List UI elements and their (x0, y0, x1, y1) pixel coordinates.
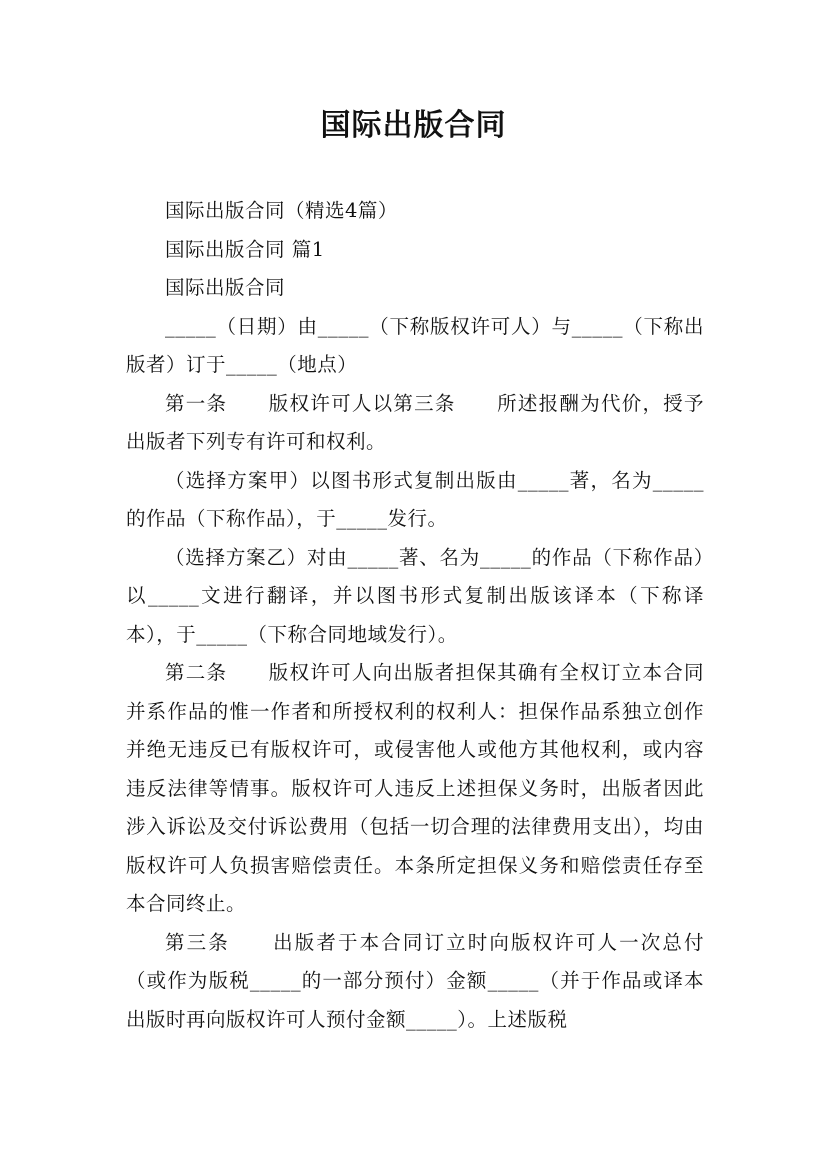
paragraph-article-2: 第二条 版权许可人向出版者担保其确有全权订立本合同并系作品的惟一作者和所授权利的权利人：担保作品系独立创作并绝无违反已有版权许可，或侵害他人或他方其他权利，或内容违反法律等情事。版权许可人违反上述担保义务时，出版者因此涉入诉讼及交付诉讼费用（包括一切合理的法律费用支出），均由版权许可人负损害赔偿责任。本条所定担保义务和赔偿责任存至本合同终止。 (126, 661, 704, 915)
paragraph-section-heading: 国际出版合同 篇1 (165, 237, 325, 261)
paragraph-option-b: （选择方案乙）对由_____著、名为_____的作品（下称作品）以_____文进行翻译，并以图书形式复制出版该译本（下称译本），于_____（下称合同地域发行）。 (126, 545, 704, 646)
document-body (126, 192, 704, 1039)
paragraph-article-3: 第三条 出版者于本合同订立时向版权许可人一次总付（或作为版税_____的一部分预付）金额_____（并于作品或译本出版时再向版权许可人预付金额_____）。上述版税 (126, 930, 704, 1031)
paragraph-subtitle: 国际出版合同（精选4篇） (165, 199, 398, 222)
paragraph-contract-name: 国际出版合同 (165, 276, 286, 299)
paragraph-option-a: （选择方案甲）以图书形式复制出版由_____著，名为_____的作品（下称作品），于_____发行。 (126, 468, 704, 530)
paragraph-article-1: 第一条 版权许可人以第三条 所述报酬为代价，授予出版者下列专有许可和权利。 (126, 391, 704, 453)
document-title: 国际出版合同 (320, 108, 507, 143)
paragraph-parties: _____（日期）由_____（下称版权许可人）与_____（下称出版者）订于_____（地点） (126, 314, 704, 376)
